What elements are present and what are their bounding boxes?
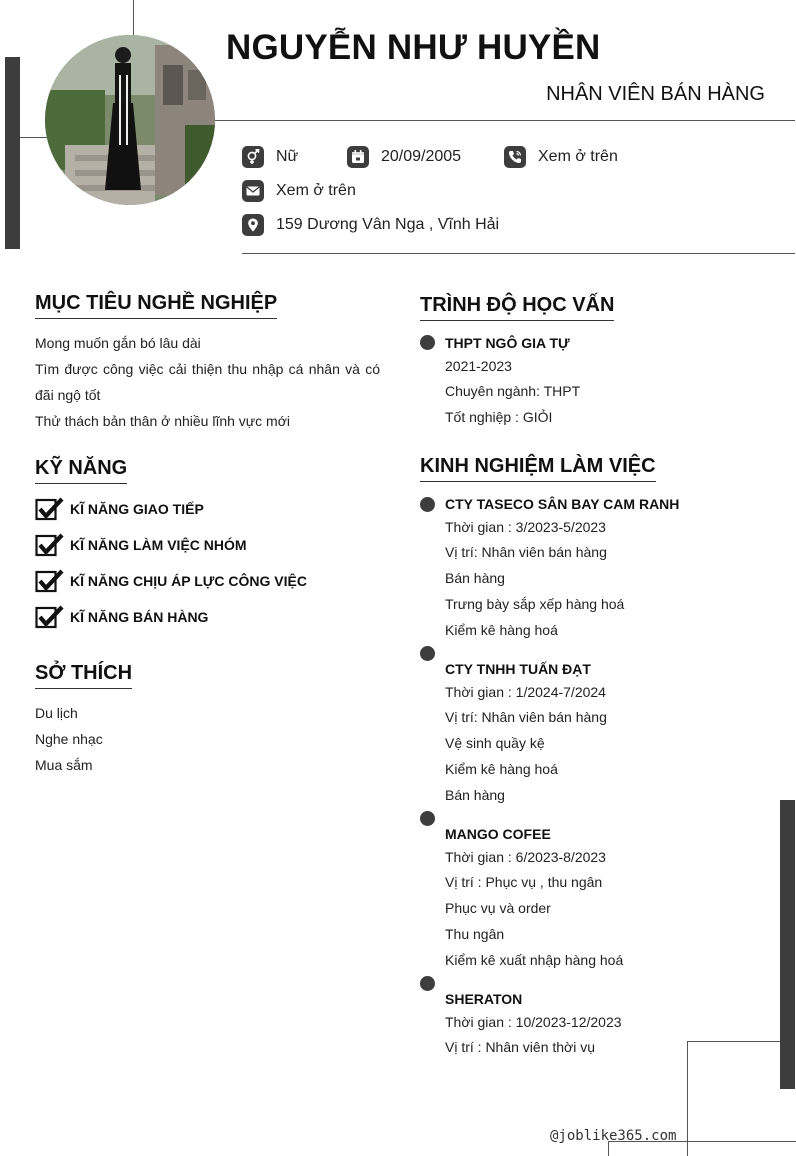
- job-detail: Vị trí : Nhân viên thời vụ: [445, 1039, 596, 1055]
- skill-label: KĨ NĂNG GIAO TIẾP: [70, 501, 204, 517]
- gender-icon: [242, 146, 264, 168]
- bullet-dot-icon: [420, 497, 435, 512]
- checkbox-checked-icon: [35, 569, 65, 593]
- contact-gender: [242, 146, 298, 168]
- phone-icon: [504, 146, 526, 168]
- bullet-dot-icon: [420, 811, 435, 826]
- hobby-item: Mua sắm: [35, 757, 93, 773]
- skill-label: KĨ NĂNG BÁN HÀNG: [70, 609, 209, 625]
- contact-birthdate: [347, 146, 461, 168]
- job-detail: Bán hàng: [445, 570, 505, 586]
- top-vertical-rule: [133, 0, 134, 40]
- job-title: NHÂN VIÊN BÁN HÀNG: [546, 83, 765, 105]
- checkbox-checked-icon: [35, 605, 65, 629]
- job-detail: Trưng bày sắp xếp hàng hoá: [445, 596, 625, 612]
- checkbox-checked-icon: [35, 497, 65, 521]
- calendar-icon: [347, 146, 369, 168]
- job-detail: Vị trí: Nhân viên bán hàng: [445, 709, 607, 725]
- job-detail: Vệ sinh quầy kệ: [445, 735, 545, 751]
- candidate-name: NGUYỄN NHƯ HUYỀN: [226, 28, 601, 67]
- job-detail: Kiểm kê xuất nhập hàng hoá: [445, 952, 624, 968]
- bullet-dot-icon: [420, 976, 435, 991]
- avatar-left-rule: [20, 137, 48, 138]
- skill-label: KĨ NĂNG LÀM VIỆC NHÓM: [70, 537, 247, 553]
- skill-item: [35, 533, 247, 557]
- job-detail: Kiểm kê hàng hoá: [445, 622, 558, 638]
- hobby-item: Du lịch: [35, 705, 78, 721]
- job-detail: Kiểm kê hàng hoá: [445, 761, 558, 777]
- contact-email: [242, 180, 356, 202]
- hobby-item: Nghe nhạc: [35, 731, 103, 747]
- job-detail: Vị trí: Nhân viên bán hàng: [445, 544, 607, 560]
- location-pin-icon: [242, 214, 264, 236]
- contact-phone: [504, 146, 618, 168]
- phone-value: Xem ở trên: [538, 148, 618, 165]
- job-detail: Thời gian : 6/2023-8/2023: [445, 849, 606, 865]
- education-result: Tốt nghiệp : GIỎI: [445, 409, 553, 425]
- skill-item: [35, 497, 204, 521]
- profile-photo: [45, 35, 215, 205]
- job-detail: Phục vụ và order: [445, 900, 551, 916]
- birthdate-value: 20/09/2005: [381, 148, 462, 165]
- corner-frame-top: [687, 1041, 780, 1042]
- objective-heading: MỤC TIÊU NGHỀ NGHIỆP: [35, 292, 277, 319]
- header-divider-bottom: [242, 253, 795, 254]
- checkbox-checked-icon: [35, 533, 65, 557]
- job-company: SHERATON: [445, 991, 523, 1007]
- skills-heading: KỸ NĂNG: [35, 457, 127, 484]
- header-divider-top: [215, 120, 795, 121]
- skill-item: [35, 605, 208, 629]
- hobbies-heading: SỞ THÍCH: [35, 662, 132, 689]
- bullet-dot-icon: [420, 335, 435, 350]
- objective-line: Tìm được công việc cải thiện thu nhập cá nhân và có đãi ngộ tốt: [35, 361, 380, 403]
- right-accent-bar: [780, 800, 795, 1089]
- job-detail: Thời gian : 10/2023-12/2023: [445, 1014, 622, 1030]
- job-detail: Thời gian : 3/2023-5/2023: [445, 519, 606, 535]
- job-company: CTY TNHH TUẤN ĐẠT: [445, 661, 591, 677]
- job-detail: Thu ngân: [445, 926, 505, 942]
- corner-frame-left: [687, 1041, 688, 1156]
- email-value: Xem ở trên: [276, 182, 356, 199]
- education-major: Chuyên ngành: THPT: [445, 383, 581, 399]
- envelope-icon: [242, 180, 264, 202]
- gender-value: Nữ: [276, 148, 299, 165]
- job-detail: Vị trí : Phục vụ , thu ngân: [445, 874, 603, 890]
- job-company: CTY TASECO SÂN BAY CAM RANH: [445, 496, 680, 512]
- objective-line: Mong muốn gắn bó lâu dài: [35, 335, 201, 351]
- school-name: THPT NGÔ GIA TỰ: [445, 335, 570, 351]
- skill-label: KĨ NĂNG CHỊU ÁP LỰC CÔNG VIỆC: [70, 573, 307, 589]
- left-accent-bar: [5, 57, 20, 249]
- job-company: MANGO COFEE: [445, 826, 551, 842]
- education-heading: TRÌNH ĐỘ HỌC VẤN: [420, 294, 614, 321]
- skill-item: [35, 569, 307, 593]
- bullet-dot-icon: [420, 646, 435, 661]
- contact-address: [242, 214, 499, 236]
- experience-heading: KINH NGHIỆM LÀM VIỆC: [420, 455, 656, 482]
- job-detail: Thời gian : 1/2024-7/2024: [445, 684, 606, 700]
- objective-line: Thử thách bản thân ở nhiều lĩnh vực mới: [35, 413, 291, 429]
- address-value: 159 Dương Vân Nga , Vĩnh Hải: [276, 216, 500, 233]
- job-detail: Bán hàng: [445, 787, 505, 803]
- education-years: 2021-2023: [445, 358, 512, 374]
- site-watermark: @joblike365.com: [550, 1128, 677, 1144]
